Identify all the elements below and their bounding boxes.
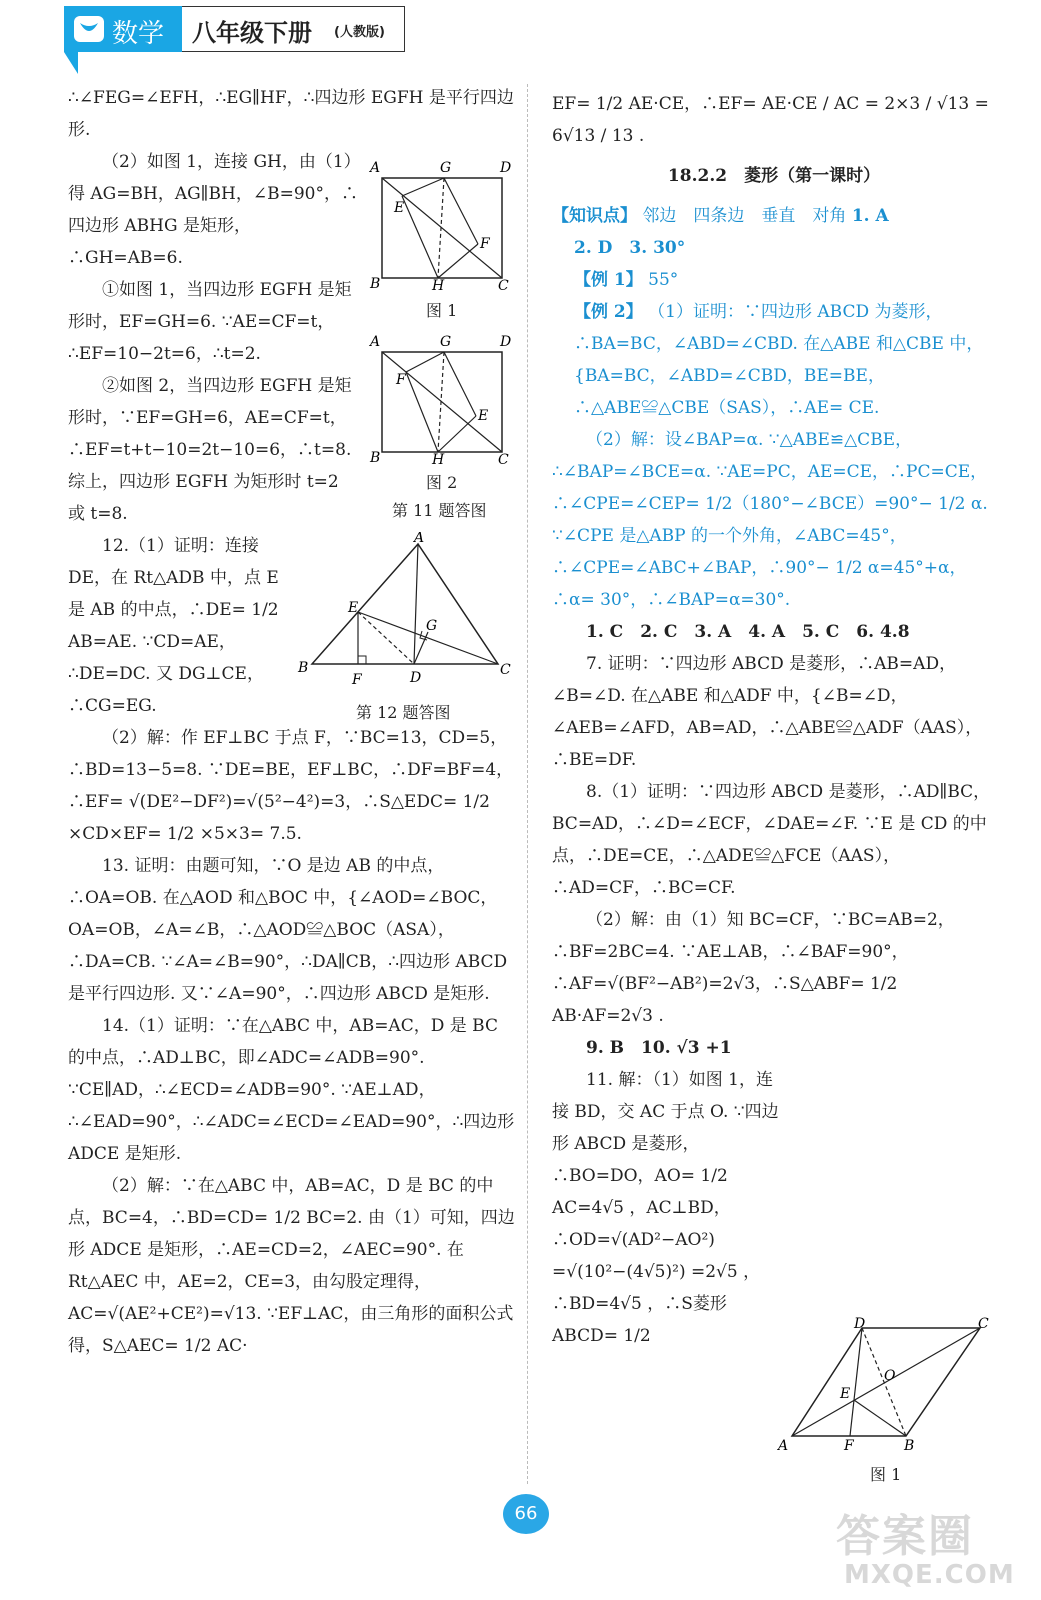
left-para-2: （2）如图 1，连接 GH，由（1）得 AG=BH，AG∥BH，∠B=90°，∴四边形 ABHG 是矩形，∴GH=AB=6. — [68, 152, 358, 268]
svg-text:E: E — [394, 200, 405, 216]
svg-text:G: G — [440, 160, 452, 176]
svg-text:O: O — [884, 1368, 896, 1384]
grade-label: 八年级下册 — [192, 19, 312, 47]
svg-text:G: G — [440, 334, 452, 350]
question-11: 11. 解：（1）如图 1，连接 BD，交 AC 于点 O. ∵四边形 ABCD 是菱形，∴BO=DO，AO= 1/2 AC=4√5 ，AC⊥BD，∴OD=√(AD²−AO²) =√(10²−(4√5)²) =2√5 ，∴BD=4√5 ，∴S菱形ABCD= 1/2 — [552, 1070, 779, 1346]
question-7: 7. 证明：∵四边形 ABCD 是菱形，∴AB=AD，∠B=∠D. 在△ABE 和△ADF 中，{∠B=∠D，∠AEB=∠AFD，AB=AD，∴△ABE≌△ADF（AAS），∴BE=DF. — [552, 654, 983, 770]
figure-12-diagram — [296, 532, 518, 692]
answer-1: 1. A — [851, 206, 889, 226]
svg-text:D: D — [500, 160, 512, 176]
left-para-6: （2）解：作 EF⊥BC 于点 F，∵BC=13，CD=5，∴BD=13−5=8. ∵DE=BE，EF⊥BC，∴DF=BF=4，∴EF= √(DE²−DF²)=√(5²−4²)=3，∴S△EDC= 1/2 ×CD×EF= 1/2 ×5×3= 7.5. — [68, 728, 514, 844]
svg-text:C: C — [498, 452, 509, 468]
figure-1 — [368, 156, 518, 326]
svg-text:F: F — [396, 372, 406, 388]
svg-text:E: E — [840, 1386, 851, 1402]
svg-text:F: F — [844, 1438, 854, 1454]
subject-label: 数学 — [112, 19, 165, 49]
figure-1-diagram — [368, 156, 518, 296]
knowledge-point-label: 【知识点】 — [552, 206, 637, 226]
svg-text:B: B — [370, 450, 381, 466]
svg-text:B: B — [904, 1438, 915, 1454]
edition-label: (人教版) — [334, 25, 385, 40]
svg-text:C: C — [498, 278, 509, 294]
svg-text:C: C — [500, 662, 511, 678]
svg-text:E: E — [348, 600, 359, 616]
example-1-label: 【例 1】 — [574, 270, 643, 290]
example-2-label: 【例 2】 — [574, 302, 643, 322]
example-2-part-2: （2）解：设∠BAP=α. ∵△ABE≌△CBE，∴∠BAP=∠BCE=α. ∵AE=PC，AE=CE，∴PC=CE，∴∠CPE=∠CEP= 1/2（180°−∠BCE）=90°− 1/2 α. ∵∠CPE 是△ABP 的一个外角，∠ABC=45°，∴∠CPE=∠ABC+∠BAP，∴90°− 1/2 α=45°+α，∴α= 30°，∴∠BAP=α=30°. — [552, 430, 988, 610]
answers-9-10: 9. B 10. √3 +1 — [586, 1038, 732, 1058]
section-title: 18.2.2 菱形（第一课时） — [667, 166, 881, 186]
knowledge-point-text: 邻边 四条边 垂直 对角 — [642, 206, 847, 226]
right-para-1: EF= 1/2 AE·CE，∴EF= AE·CE / AC = 2×3 / √13 = 6√13 / 13 . — [552, 94, 989, 146]
svg-text:A: A — [370, 160, 381, 176]
figure-12-caption: 第 12 题答图 — [356, 703, 451, 722]
left-para-8: 14.（1）证明：∵在△ABC 中，AB=AC，D 是 BC 的中点，∴AD⊥BC，即∠ADC=∠ADB=90°. ∵CE∥AD，∴∠ECD=∠ADB=90°. ∵AE⊥AD，∴∠EAD=90°，∴∠ADC=∠ECD=∠EAD=90°，∴四边形 ADCE 是矩形. — [68, 1016, 515, 1164]
svg-text:H: H — [432, 452, 445, 468]
svg-text:A: A — [370, 334, 381, 350]
example-2-part-1: （1）证明：∵四边形 ABCD 为菱形，∴BA=BC，∠ABD=∠CBD. 在△ABE 和△CBE 中，{BA=BC，∠ABD=∠CBD，BE=BE，∴△ABE≌△CBE（SAS），∴AE= CE. — [574, 302, 984, 418]
svg-text:B: B — [298, 660, 309, 676]
svg-text:A: A — [778, 1438, 789, 1454]
figure-2-diagram — [368, 330, 518, 470]
answers-2-3: 2. D 3. 30° — [574, 238, 686, 258]
figure-2-caption: 图 2 — [426, 473, 458, 492]
left-para-7: 13. 证明：由题可知，∵O 是边 AB 的中点，∴OA=OB. 在△AOD 和△BOC 中，{∠AOD=∠BOC，OA=OB，∠A=∠B，∴△AOD≌△BOC（ASA），∴DA=CB. ∵∠A=∠B=90°，∴DA∥CB，∴四边形 ABCD 是平行四边形. 又∵∠A=90°，∴四边形 ABCD 是矩形. — [68, 856, 508, 1004]
watermark-text: 答案圈 — [836, 1511, 974, 1562]
svg-text:H: H — [432, 278, 445, 294]
svg-text:G: G — [426, 618, 438, 634]
figure-12 — [296, 532, 518, 727]
svg-text:C: C — [978, 1316, 989, 1332]
right-column — [552, 88, 996, 1352]
left-para-5: 12.（1）证明：连接 DE，在 Rt△ADB 中，点 E 是 AB 的中点，∴DE= 1/2 AB=AE. ∵CD=AE，∴DE=DC. 又 DG⊥CE，∴CG=EG. — [68, 536, 279, 716]
svg-text:F: F — [352, 672, 362, 688]
svg-text:E: E — [478, 408, 489, 424]
figure-rhombus-caption: 图 1 — [870, 1465, 902, 1484]
question-8-part-2: （2）解：由（1）知 BC=CF，∵BC=AB=2，∴BF=2BC=4. ∵AE⊥AB，∴∠BAF=90°，∴AF=√(BF²−AB²)=2√3，∴S△ABF= 1/2 AB·AF=2√3 . — [552, 910, 955, 1026]
svg-text:A: A — [414, 532, 425, 546]
leaf-icon — [74, 16, 104, 42]
svg-text:D: D — [410, 670, 422, 686]
figure-1-caption: 图 1 — [426, 301, 458, 320]
page-header — [64, 6, 406, 52]
left-para-3: ①如图 1，当四边形 EGFH 是矩形时，EF=GH=6. ∵AE=CF=t，∴EF=10−2t=6，∴t=2. — [68, 280, 352, 364]
left-para-4: ②如图 2，当四边形 EGFH 是矩形时，∵EF=GH=6，AE=CF=t，∴EF=t+t−10=2t−10=6，∴t=8. 综上，四边形 EGFH 为矩形时 t=2 或 t=8. — [68, 376, 352, 524]
question-8-part-1: 8.（1）证明：∵四边形 ABCD 是菱形，∴AD∥BC，BC=AD，∴∠D=∠ECF，∠DAE=∠F. ∵E 是 CD 的中点，∴DE=CE，∴△ADE≌△FCE（AAS），∴AD=CF，∴BC=CF. — [552, 782, 991, 898]
figure-11-caption: 第 11 题答图 — [392, 501, 487, 520]
left-para-1: ∴∠FEG=∠EFH，∴EG∥HF，∴四边形 EGFH 是平行四边形. — [68, 88, 514, 140]
svg-text:D: D — [854, 1316, 866, 1332]
page-number: 66 — [503, 1494, 549, 1534]
figure-2 — [368, 330, 518, 520]
watermark — [830, 1500, 1030, 1596]
watermark-url: MXQE.COM — [844, 1560, 1015, 1590]
figure-rhombus — [774, 1314, 1000, 1490]
column-divider — [527, 84, 528, 1484]
header-ribbon-tail — [64, 52, 78, 74]
subject-badge — [64, 6, 182, 52]
svg-text:D: D — [500, 334, 512, 350]
book-title-box — [182, 6, 405, 52]
example-1-answer: 55° — [648, 270, 679, 290]
left-para-9: （2）解：∵在△ABC 中，AB=AC，D 是 BC 的中点，BC=4，∴BD=CD= 1/2 BC=2. 由（1）可知，四边形 ADCE 是矩形，∴AE=CD=2，∠AEC=90°. 在 Rt△AEC 中，AE=2，CE=3，由勾股定理得，AC=√(AE²+CE²)=√13. ∵EF⊥AC，由三角形的面积公式得，S△AEC= 1/2 AC· — [68, 1176, 515, 1356]
answers-1-6: 1. C 2. C 3. A 4. A 5. C 6. 4.8 — [586, 622, 910, 642]
svg-text:F: F — [480, 236, 490, 252]
figure-rhombus-diagram — [774, 1314, 1000, 1454]
svg-text:B: B — [370, 276, 381, 292]
